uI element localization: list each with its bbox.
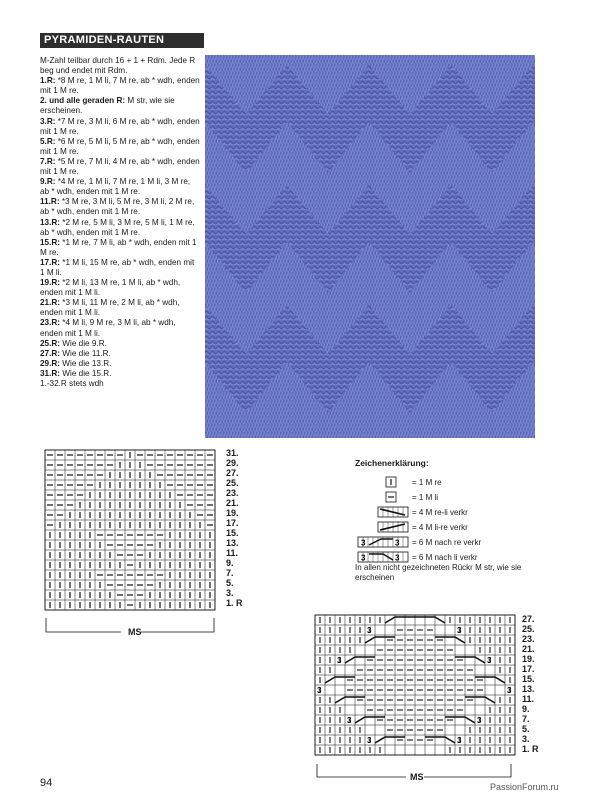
instruction-label: 29.R: [40, 358, 63, 368]
purl-symbol-icon [385, 491, 397, 503]
instruction-label: 17.R: [40, 257, 63, 267]
cable-symbol-icon [377, 521, 409, 533]
legend-item [355, 521, 535, 533]
legend-item [355, 476, 535, 488]
svg-text:3: 3 [477, 716, 482, 725]
chart1-row-label: 9. [226, 558, 234, 568]
instruction-label: 9.R: [40, 177, 58, 187]
legend-item-text: = 4 M re-li verkr [412, 507, 468, 517]
svg-text:3: 3 [337, 656, 342, 665]
chart2-row-label: 25. [522, 624, 535, 634]
chart2-row-label: 23. [522, 634, 535, 644]
instruction-text: *4 M re, 1 M li, 7 M re, 1 M li, 3 M re, ab * wdh, enden mit 1 M re. [40, 177, 191, 197]
chart1-ms-label: MS [128, 627, 142, 637]
chart2-row-label: 15. [522, 674, 535, 684]
svg-text:3: 3 [487, 656, 492, 665]
instruction-label: 11.R: [40, 197, 62, 207]
legend-item-text: = 4 M li-re verkr [412, 522, 468, 532]
chart2-row-label: 7. [522, 714, 530, 724]
instruction-label: 19.R: [40, 278, 63, 288]
instruction-row [40, 157, 200, 177]
legend-item [355, 491, 535, 503]
chart2-row-label: 9. [522, 704, 530, 714]
watermark: PassionForum.ru [490, 782, 559, 792]
legend-title: Zeichenerklärung: [355, 458, 429, 468]
instruction-label: 23.R: [40, 318, 63, 328]
legend-item-text: = 1 M li [412, 492, 439, 502]
instruction-label: 7.R: [40, 156, 58, 166]
instruction-label: 31.R: [40, 368, 63, 378]
chart1-row-label: 31. [226, 448, 239, 458]
svg-text:3: 3 [361, 553, 366, 563]
chart2-row-label: 17. [522, 664, 535, 674]
instruction-row [40, 298, 200, 318]
instruction-label: 1.R: [40, 76, 58, 86]
instruction-label: 13.R: [40, 217, 63, 227]
svg-text:3: 3 [361, 538, 366, 548]
instruction-row [40, 197, 200, 217]
chart1-row-label: 21. [226, 498, 239, 508]
instruction-text: *7 M re, 3 M li, 6 M re, ab * wdh, enden mit 1 M re. [40, 116, 200, 136]
instruction-text: *2 M re, 5 M li, 3 M re, 5 M li, 1 M re, ab * wdh, enden mit 1 M re. [40, 217, 195, 237]
instruction-text: *4 M li, 9 M re, 3 M li, ab * wdh, enden mit 1 M li. [40, 318, 176, 338]
instruction-text: *5 M re, 7 M li, 4 M re, ab * wdh, enden mit 1 M re. [40, 156, 200, 177]
instruction-text: *3 M re, 3 M li, 5 M re, 3 M li, 2 M re, ab * wdh, enden mit 1 M re. [40, 197, 195, 217]
chart1-row-labels [226, 449, 243, 609]
instruction-label: 21.R: [40, 298, 63, 308]
instruction-row [40, 318, 200, 338]
legend [355, 458, 522, 582]
chart2-row-label: 21. [522, 644, 535, 654]
instructions-text [40, 56, 200, 389]
svg-text:3: 3 [457, 626, 462, 635]
chart1-row-label: 27. [226, 468, 239, 478]
chart1-row-label: 29. [226, 458, 239, 468]
instruction-label: 15.R: [40, 237, 63, 247]
chart1-row-label: 7. [226, 568, 234, 578]
instruction-text: 1.-32.R stets wdh [40, 379, 104, 388]
svg-text:3: 3 [347, 716, 352, 725]
instruction-row [40, 278, 200, 298]
knitted-swatch-photo [205, 55, 535, 438]
instruction-text: *1 M re, 7 M li, ab * wdh, enden mit 1 M re. [40, 237, 197, 257]
svg-text:3: 3 [457, 736, 462, 745]
cable-symbol-icon [377, 506, 409, 518]
instruction-row [40, 238, 200, 258]
instruction-text: *8 M re, 1 M li, 7 M re, ab * wdh, enden mit 1 M re. [40, 76, 200, 96]
chart1-row-label: 1. R [226, 598, 243, 608]
svg-text:3: 3 [395, 553, 400, 563]
instruction-text: *3 M li, 11 M re, 2 M li, ab * wdh, enden mit 1 M li. [40, 298, 180, 318]
instruction-row [40, 349, 200, 359]
chart1-row-label: 13. [226, 538, 239, 548]
svg-text:3: 3 [367, 626, 372, 635]
chart-diamond-cable-pattern [314, 614, 516, 756]
instruction-label: 5.R: [40, 136, 58, 146]
legend-item-text: = 1 M re [412, 477, 442, 487]
cable-symbol-icon [357, 536, 409, 548]
instruction-text: *2 M li, 13 M re, 1 M li, ab * wdh, enden mit 1 M li. [40, 278, 181, 298]
instruction-text: M-Zahl teilbar durch 16 + 1 + Rdm. Jede R beg und endet mit Rdm. [40, 56, 196, 76]
instruction-row [40, 56, 200, 76]
instruction-row [40, 76, 200, 96]
chart2-row-label: 3. [522, 734, 530, 744]
instruction-row [40, 339, 200, 349]
instruction-text: Wie die 11.R. [62, 348, 111, 358]
instruction-row [40, 379, 200, 389]
instruction-text: Wie die 9.R. [62, 338, 107, 348]
chart2-row-label: 11. [522, 694, 535, 704]
chart1-row-label: 25. [226, 478, 239, 488]
instruction-row [40, 359, 200, 369]
instruction-row [40, 258, 200, 278]
instruction-label: 27.R: [40, 348, 63, 358]
chart1-row-label: 3. [226, 588, 234, 598]
instruction-text: Wie die 13.R. [62, 358, 112, 368]
chart1-row-label: 17. [226, 518, 239, 528]
chart1-row-label: 11. [226, 548, 239, 558]
chart2-row-label: 1. R [522, 744, 539, 754]
svg-text:3: 3 [367, 736, 372, 745]
chart2-row-label: 13. [522, 684, 535, 694]
cable-symbol-icon [357, 551, 409, 563]
instruction-text: M str, wie sie erscheinen. [40, 96, 175, 116]
instruction-row [40, 137, 200, 157]
knit-symbol-icon [385, 476, 397, 488]
legend-item [355, 536, 535, 548]
chart2-row-label: 27. [522, 614, 535, 624]
chart2-row-label: 19. [522, 654, 535, 664]
legend-item-text: = 6 M nach re verkr [412, 537, 482, 547]
chart2-ms-label: MS [410, 772, 424, 782]
instruction-row [40, 96, 200, 116]
instruction-row [40, 218, 200, 238]
chart2-row-labels [522, 614, 539, 754]
svg-text:3: 3 [317, 686, 322, 695]
instruction-row [40, 369, 200, 379]
chart1-row-label: 23. [226, 488, 239, 498]
svg-text:3: 3 [395, 538, 400, 548]
page-number: 94 [40, 777, 53, 789]
section-header: PYRAMIDEN-RAUTEN [40, 33, 204, 48]
chart1-row-label: 5. [226, 578, 234, 588]
legend-item [355, 506, 535, 518]
instruction-row [40, 117, 200, 137]
legend-note: In allen nicht gezeichneten Rückr M str, wie sie erscheinen [355, 563, 522, 582]
legend-item [355, 551, 535, 563]
instruction-label: 25.R: [40, 338, 63, 348]
chart-pyramid-pattern [44, 449, 220, 611]
legend-item-text: = 6 M nach li verkr [412, 552, 478, 562]
instruction-text: *1 M li, 15 M re, ab * wdh, enden mit 1 M li. [40, 257, 195, 277]
instruction-row [40, 177, 200, 197]
chart1-row-label: 15. [226, 528, 239, 538]
svg-text:3: 3 [507, 686, 512, 695]
instruction-text: *6 M re, 5 M li, 5 M re, ab * wdh, enden mit 1 M re. [40, 136, 200, 156]
chart1-row-label: 19. [226, 508, 239, 518]
instruction-label: 2. und alle geraden R: [40, 96, 128, 106]
chart2-row-label: 5. [522, 724, 530, 734]
instruction-label: 3.R: [40, 116, 58, 126]
instruction-text: Wie die 15.R. [62, 368, 112, 378]
